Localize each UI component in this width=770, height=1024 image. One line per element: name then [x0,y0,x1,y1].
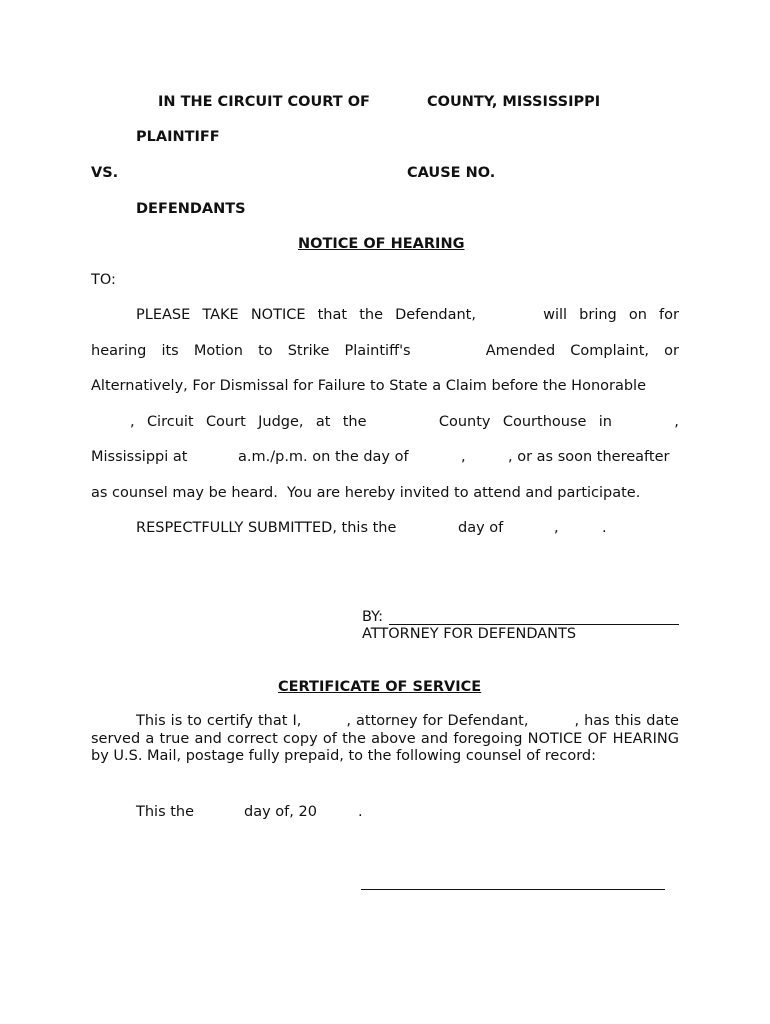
notice-line-1: PLEASE TAKE NOTICE that the Defendant, will bring on for [136,307,679,323]
certificate-paragraph: This is to certify that I, , attorney for Defendant, , has this date served a true and correct copy of the above and foregoing NOTICE OF HEARING by U.S. Mail, postage fully prepaid, to the following counsel of record: [91,713,679,764]
notice-line-5-start: Mississippi at [91,449,188,465]
notice-line-5-time: a.m./p.m. on the day of [238,449,409,465]
submitted-comma: , [554,520,559,536]
notice-title: NOTICE OF HEARING [298,236,465,252]
notice-line-5-comma: , [461,449,466,465]
notice-line-2: hearing its Motion to Strike Plaintiff's Amended Complaint, or [91,343,679,359]
defendants-label: DEFENDANTS [136,201,246,217]
notice-line-6: as counsel may be heard. You are hereby invited to attend and participate. [91,485,641,501]
plaintiff-label: PLAINTIFF [136,129,220,145]
certificate-signature-line [361,889,665,890]
notice-line-3: Alternatively, For Dismissal for Failure to State a Claim before the Honorable [91,378,647,394]
submitted-day-of: day of [458,520,504,536]
versus-label: VS. [91,165,119,181]
submitted-text: RESPECTFULLY SUBMITTED, this the [136,520,397,536]
notice-line-5-end: , or as soon thereafter [508,449,670,465]
certificate-date-end: . [358,804,363,820]
certificate-date-this: This the [136,804,195,820]
certificate-date-day: day of, 20 [244,804,317,820]
by-label: BY: [362,609,383,625]
submitted-period: . [602,520,607,536]
to-label: TO: [91,272,116,288]
certificate-title: CERTIFICATE OF SERVICE [278,679,482,695]
attorney-label: ATTORNEY FOR DEFENDANTS [362,626,577,642]
cause-number-label: CAUSE NO. [407,165,496,181]
county-state-heading: COUNTY, MISSISSIPPI [427,94,601,110]
court-heading: IN THE CIRCUIT COURT OF [158,94,370,110]
notice-line-4: , Circuit Court Judge, at the County Courthouse in , [130,414,679,430]
